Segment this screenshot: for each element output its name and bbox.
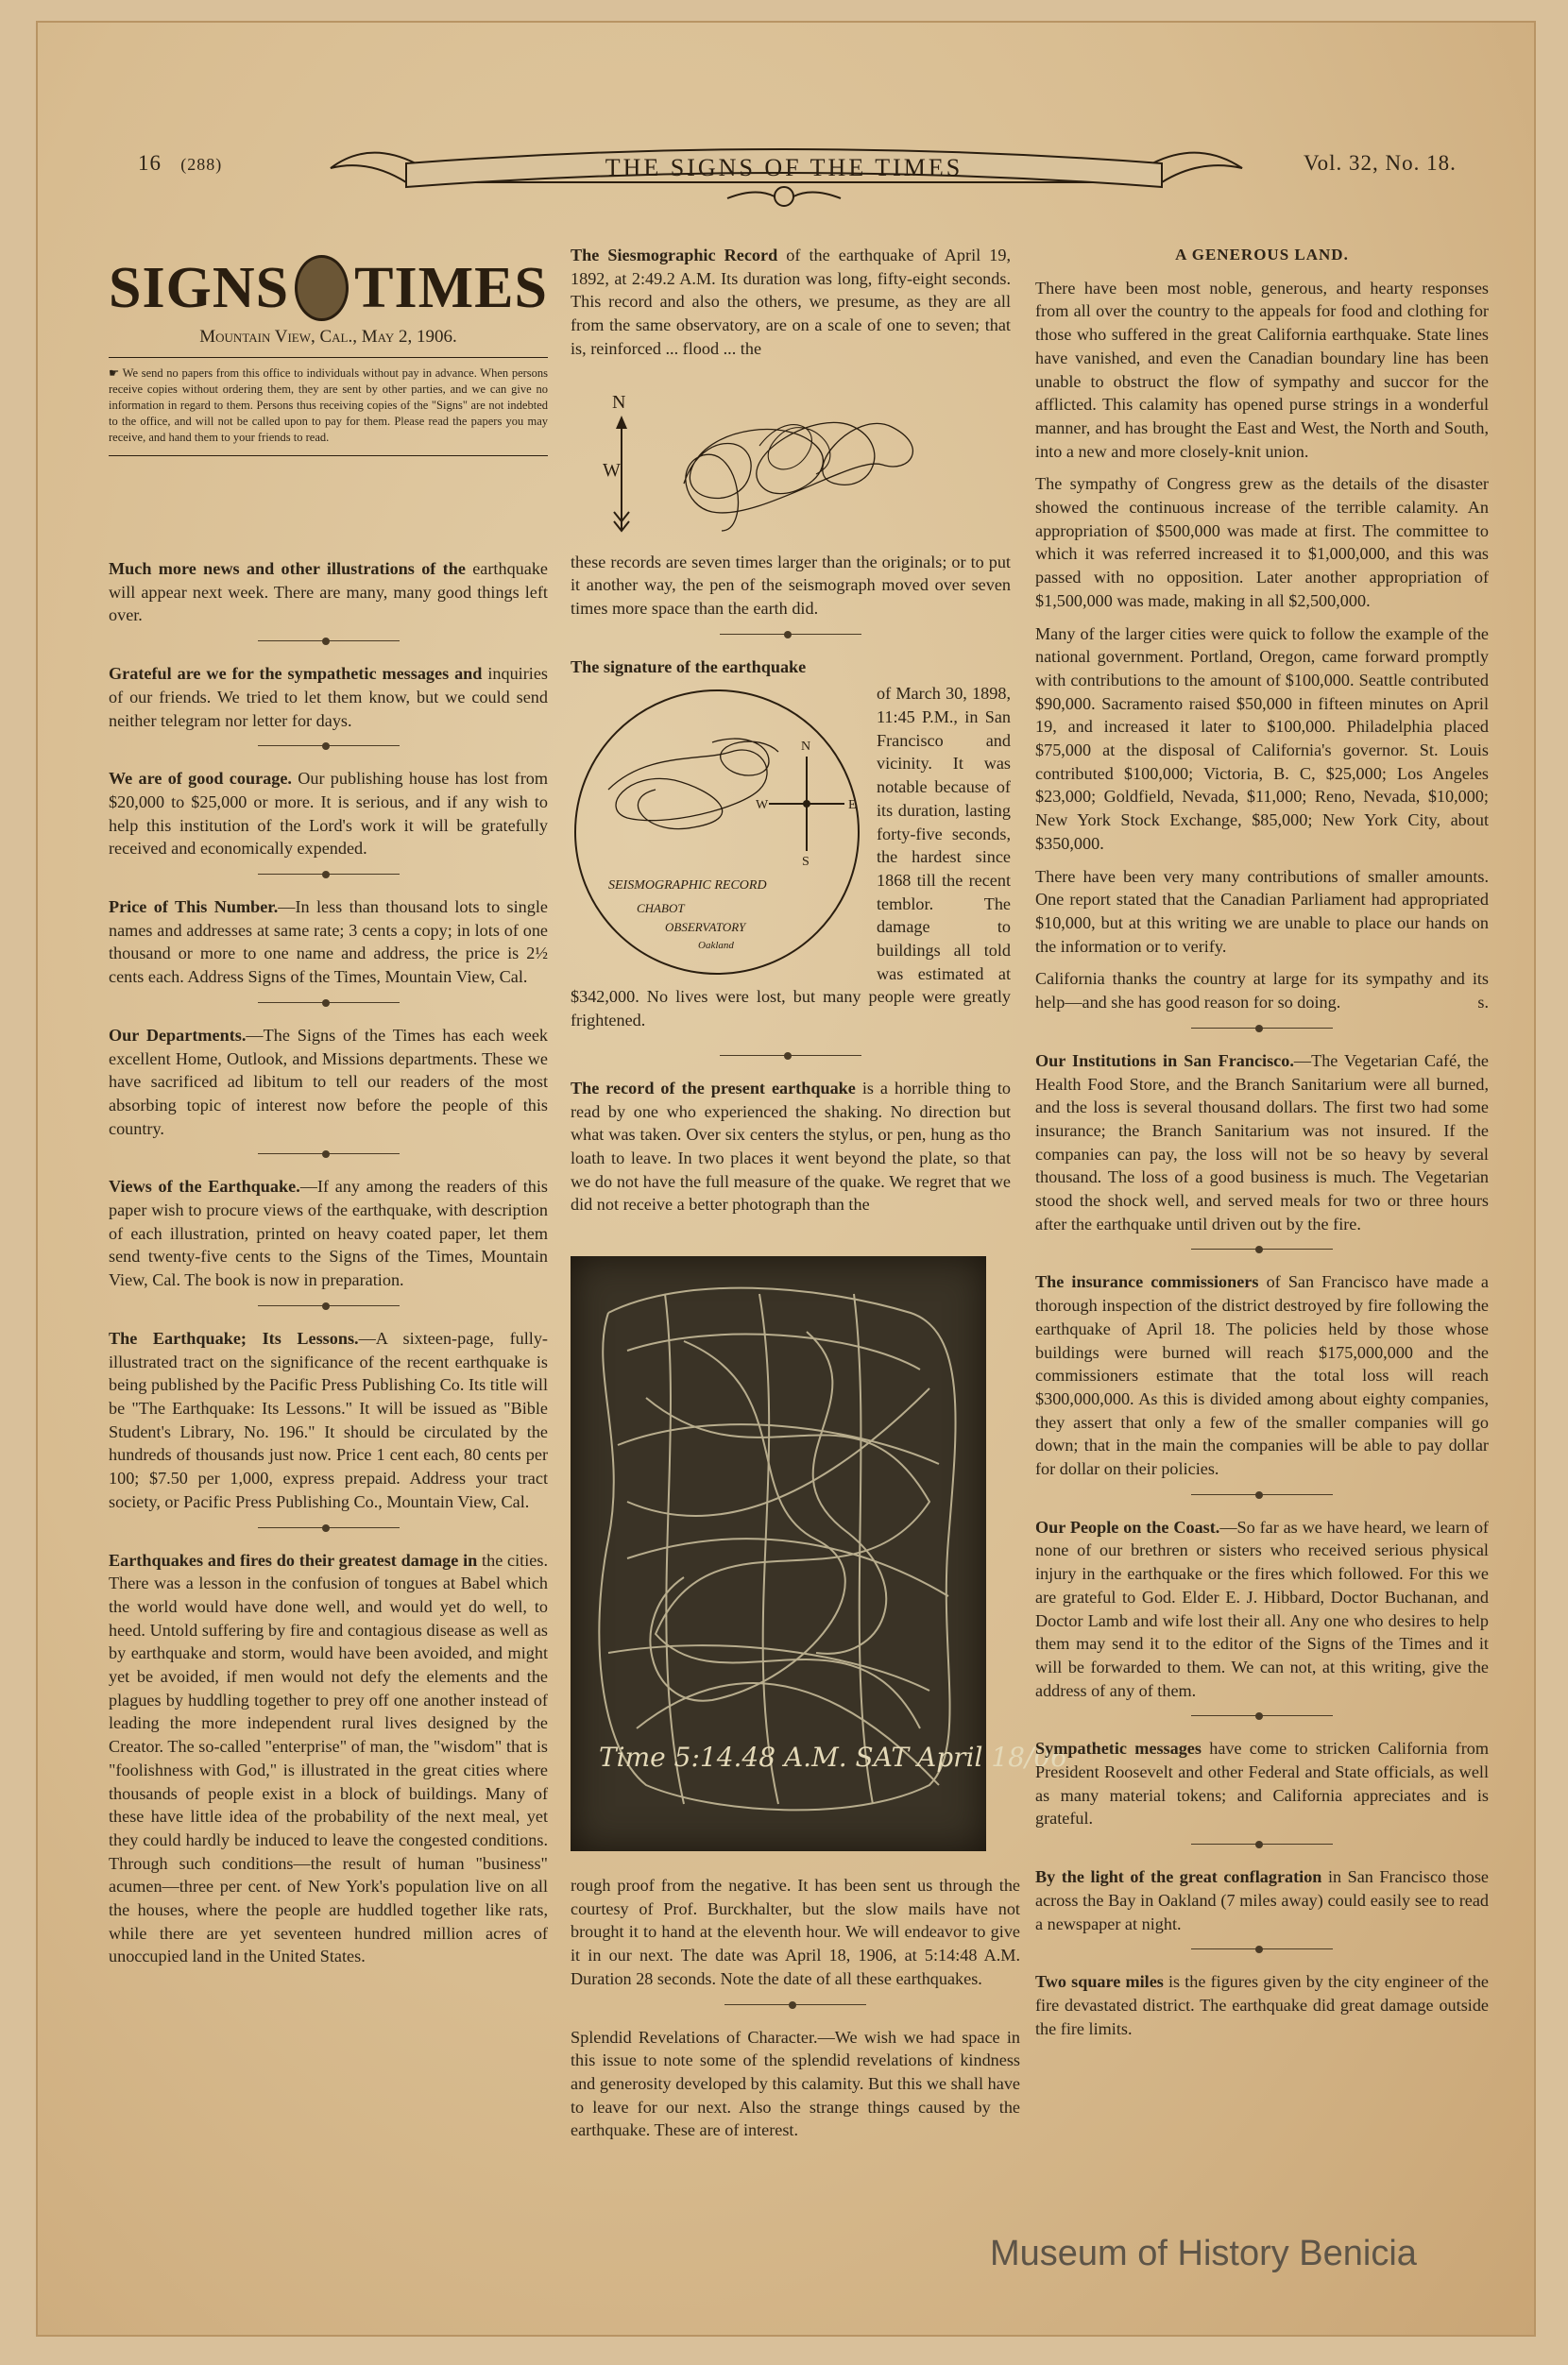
record-label-chabot: CHABOT bbox=[637, 901, 685, 916]
compass2-n-label: N bbox=[801, 740, 811, 755]
paragraph-cities: Many of the larger cities were quick to follow the example of the national government. Portland, Oregon, came forward promptly with contributions to the amount of $100,000. Seattle contributed $90,000. Sacramento raised $50,000 in fifteen minutes on April 19, and increased it later to $100,000. Philadelphia placed $75,000 at the disposal of California's governor. St. Louis contributed $100,000; Victoria, B. C, $25,000; Los Angeles $23,000; Goldfield, Nevada, $11,000; Reno, Nevada, $10,000; New York Stock Exchange, $85,000; New York City, about $350,000. bbox=[1035, 623, 1489, 853]
article-sympathetic-messages: Sympathetic messages have come to stricken California from President Roosevelt and other Federal and State officials, as well as many material tokens; and California appreciates and is grateful. bbox=[1035, 1739, 1489, 1829]
article-cities: Earthquakes and fires do their greatest damage in the cities. There was a lesson in the confusion of tongues at Babel which the world would have done well, and would yet do well, to heed. Untold suffering by fire and contagious disease as well as by earthquake and storm, would have been avoided, and might yet be avoided, if men would not defy the elements and the plagues by huddling together to prey off one another instead of leading the more independent rural lives designed by the Creator. The so-called "enterprise" of man, the "wisdom" that is "foolishness with God," is illustrated in the great cities where thousands of people exist in a block of buildings. Many of these have little idea of the probability of the next meal, yet they could hardly be induced to leave the congested conditions. Through such conditions—the result of human "business" acumen—three per cent. of New York's population live on all the houses, where the people are huddled together like rats, while there are yet seventeen hundred million acres of unoccupied land in the United States. bbox=[109, 1550, 548, 1966]
compass2-w-label: W bbox=[756, 798, 769, 813]
page-number: 16 (288) bbox=[138, 151, 223, 175]
article-good-courage: We are of good courage. Our publishing house has lost from $20,000 to $25,000 or more. It is serious, and if any wish to help this institution of the Lord's work it will be gratefully received and economically expended. bbox=[109, 769, 548, 859]
article-our-people: Our People on the Coast.—So far as we have heard, we learn of none of our brethren or sisters who received serious physical injury in the earthquake or the fires which followed. For this we are grateful to God. Elder E. J. Hibbard, Doctor Buchanan, and Doctor Lamb and wife lost their all. Any one who desires to help them may send it to the editor of the Signs of the Times and it will be forwarded to them. We can not, at this writing, give the address of any of them. bbox=[1035, 1517, 1489, 1700]
seismograph-record-chabot bbox=[571, 686, 863, 978]
article-seismographic-record-cont: these records are seven times larger than the originals; or to put it another way, the pen of the seismograph moved over seven times more space than the earth did. bbox=[571, 552, 1011, 618]
record-label: SEISMOGRAPHIC RECORD bbox=[608, 878, 767, 893]
dateline: Mountain View, Cal., May 2, 1906. bbox=[199, 327, 457, 347]
article-institutions: Our Institutions in San Francisco.—The Vegetarian Café, the Health Food Store, and the Branch Sanitarium were all burned, and the loss is several thousand dollars. The first two had some insurance; the Branch Sanitarium was not insured. If the companies can pay, the loss will not be so heavy by several thousand. The loss of a good business is much. The Vegetarian stood the shock well, and served meals for two or three hours after the earthquake until driven out by the fire. bbox=[1035, 1050, 1489, 1234]
article-present-earthquake: The record of the present earthquake is a horrible thing to read by one who experienced the shaking. No direction but what was taken. Over six centers the stylus, or pen, hung as tho loath to leave. In two places it went beyond the plate, so that we do not have the full measure of the quake. We regret that we did not receive a better photograph than the bbox=[571, 1078, 1011, 1215]
record-label-oakland: Oakland bbox=[698, 940, 734, 952]
column-left bbox=[109, 557, 548, 1978]
article-seismographic-record: The Siesmographic Record of the earthquake of April 19, 1892, at 2:49.2 A.M. Its duration was long, fifty-eight seconds. This record and also the others, we presume, as they are all from the same observatory, are on a scale of one to seven; that is, reinforced ... flood ... the bbox=[571, 246, 1011, 358]
article-revelations: Splendid Revelations of Character.—We wish we had space in this issue to note some of the splendid revelations of kindness and generosity developed by this calamity. But this we shall have to leave for our next. Also the strange things caused by the earthquake. These are of interest. bbox=[571, 2027, 1020, 2140]
banner-title: THE SIGNS OF THE TIMES bbox=[605, 154, 963, 181]
article-signature-1898: The signature of the earthquake N E S W SEISMOGRAPHIC RECORD CHABOT OBSERVATORY Oakland of March 30, 1898, 11:45 P.M., in San Francisco and vicinity. It was notable because of its duration, lasting forty-five seconds, the hardest since 1868 till the recent temblor. The damage to buildings all told was estimated at $342,000. No lives were lost, but many people were greatly frightened. bbox=[571, 656, 1011, 1030]
seismograph-trace-1892 bbox=[571, 370, 1011, 545]
compass-n-label: N bbox=[612, 391, 626, 413]
article-more-news: Much more news and other illustrations of the earthquake will appear next week. There are many, many good things left over. bbox=[109, 559, 548, 625]
paragraph-contributions: There have been very many contributions of smaller amounts. One report stated that the Canadian Parliament had appropriated $10,000, but at this writing we are unable to place our hands on the information or to verify. bbox=[1035, 866, 1489, 956]
column-right bbox=[1035, 244, 1489, 2050]
paragraph-thanks: California thanks the country at large for its sympathy and its help—and she has good reason for so doing. s. bbox=[1035, 969, 1489, 1012]
column-middle bbox=[571, 244, 1011, 1226]
section-title-generous-land: A GENEROUS LAND. bbox=[1175, 246, 1349, 264]
article-conflagration-light: By the light of the great conflagration in San Francisco those across the Bay in Oakland (7 miles away) could easily see to read a newspaper at night. bbox=[1035, 1867, 1490, 1933]
article-views: Views of the Earthquake.—If any among the readers of this paper wish to procure views of the earthquake, with description of each illustration, printed on heavy coated paper, let them send twenty-five cents to the Signs of the Times, Mountain View, Cal. The book is now in preparation. bbox=[109, 1177, 549, 1290]
article-square-miles: Two square miles is the figures given by the city engineer of the fire devastated district. The earthquake did great damage outside the fire limits. bbox=[1035, 1972, 1489, 2038]
subscription-notice: ☛ We send no papers from this office to individuals without pay in advance. When persons receive copies without ordering them, they are sent by other parties, and we can give no information in regard to them. Persons thus receiving copies of the "Signs" are not indebted to the office, and will not be called upon to pay for them. Please read the papers you may receive, and hand them to your friends to read. bbox=[109, 366, 549, 444]
museum-watermark: Museum of History Benicia bbox=[990, 2234, 1417, 2273]
article-lessons: The Earthquake; Its Lessons.—A sixteen-page, fully-illustrated tract on the significance of the recent earthquake is being published by the Pacific Press Publishing Co. Its title will be "The Earthquake: Its Lessons." It will be issued as "Bible Student's Library, No. 196." It should be circulated by the hundreds of thousands just now. Price 1 cent each, 80 cents per 100; $7.50 per 1,000, express prepaid. Address your tract society, or Pacific Press Publishing Co., Mountain View, Cal. bbox=[109, 1328, 548, 1511]
pointing-hand-icon: ☛ bbox=[109, 366, 123, 380]
photo-caption-column bbox=[571, 1874, 1020, 2142]
volume-number: Vol. 32, No. 18. bbox=[1304, 151, 1457, 175]
title-banner bbox=[312, 130, 1256, 215]
article-departments: Our Departments.—The Signs of the Times has each week excellent Home, Outlook, and Missions departments. These we have sacrificed ad libitum to tell our readers of the most absorbing topic of interest now before the people of this country. bbox=[109, 1025, 549, 1138]
paragraph-responses: There have been most noble, generous, and hearty responses from all over the country to the appeals for food and clothing for those who suffered in the great California earthquake. State lines have vanished, and even the Canadian boundary line has been unable to obstruct the flow of sympathy and succor for the afflicted. This calamity has opened purse strings in a wonderful manner, and has brought the East and West, the North and South, into a new and more closely-knit union. bbox=[1035, 278, 1489, 461]
seismograph-photograph-1906 bbox=[571, 1256, 1068, 1851]
paragraph-congress: The sympathy of Congress grew as the details of the disaster showed the continuous increase of the terrible calamity. An appropriation of $500,000 was made at first. The committee to which it was referred increased it to $1,000,000, and this was passed with no opposition. Later another appropriation of $1,500,000 was made, making in all $2,500,000. bbox=[1035, 474, 1489, 610]
compass2-e-label: E bbox=[848, 798, 857, 813]
article-price: Price of This Number.—In less than thousand lots to single names and addresses at same rate; 3 cents a copy; in lots of one thousand or more to one name and address, the price is 2½ cents each. Address Signs of the Times, Mountain View, Cal. bbox=[109, 897, 548, 987]
logo: SIGNS TIMES bbox=[109, 256, 548, 320]
globe-icon bbox=[295, 255, 349, 321]
article-grateful: Grateful are we for the sympathetic messages and inquiries of our friends. We tried to let them know, but we could send neither telegram nor letter for days. bbox=[109, 664, 548, 730]
photo-caption: rough proof from the negative. It has been sent us through the courtesy of Prof. Burckhalter, but the slow mails have not brought it to hand at the eleventh hour. We will endeavor to give it in our next. The date was April 18, 1906, at 5:14:48 A.M. Duration 28 seconds. Note the date of all these earthquakes. bbox=[571, 1876, 1020, 1988]
photo-inscription: Time 5:14.48 A.M. SAT April 18/06 bbox=[599, 1742, 1068, 1773]
compass2-s-label: S bbox=[802, 855, 810, 870]
record-label-observatory: OBSERVATORY bbox=[665, 920, 746, 935]
masthead bbox=[109, 255, 548, 464]
compass-w-label: W bbox=[603, 459, 621, 481]
article-insurance: The insurance commissioners of San Francisco have made a thorough inspection of the district destroyed by fire following the earthquake of April 18. The policies held by those whose buildings were burned will reach $175,000,000 and the commissioners estimate that the total loss will reach $300,000,000. As this is divided among about eighty companies, they assert that only a few of the smaller companies will go down; that in the main the companies will be able to pay dollar for dollar on their policies. bbox=[1035, 1272, 1489, 1479]
